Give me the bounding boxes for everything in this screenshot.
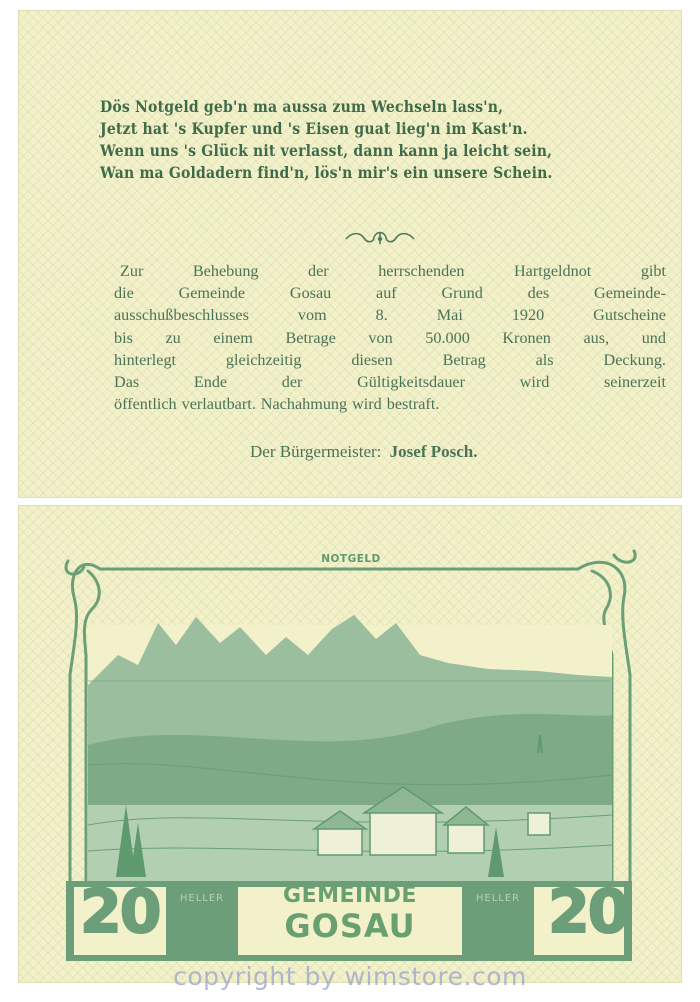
copyright-watermark: copyright by wimstore.com — [173, 962, 527, 991]
paragraph-word: Gemeinde- — [594, 284, 666, 303]
paragraph-word: Gutscheine — [593, 306, 666, 325]
paragraph-word: vom — [297, 306, 327, 325]
paragraph-word: aus, — [583, 328, 610, 347]
paragraph-word: Zur — [120, 262, 144, 280]
heller-label-right: HELLER — [475, 893, 521, 904]
paragraph-word: zu — [165, 328, 181, 347]
mayor-signature — [250, 442, 477, 462]
verse-line-4: Wan ma Goldadern find'n, lös'n mir's ein unsere Schein. — [100, 163, 553, 182]
signature-title: Der Bürgermeister: — [250, 442, 382, 461]
paragraph-word: Ende — [193, 373, 228, 392]
paragraph-word: bestraft. — [386, 395, 440, 414]
issuance-paragraph — [114, 260, 666, 415]
note-back-side — [18, 10, 682, 498]
paragraph-line-5 — [114, 349, 666, 371]
paragraph-word: Betrag — [442, 350, 486, 369]
paragraph-line-3 — [114, 304, 666, 326]
paragraph-word: von — [368, 328, 393, 347]
paragraph-word: Mai — [436, 306, 463, 325]
paragraph-word: Gültigkeitsdauer — [357, 373, 465, 392]
paragraph-word: bis — [114, 328, 133, 347]
paragraph-word: Gosau — [289, 284, 332, 303]
paragraph-word: auf — [376, 284, 397, 303]
paragraph-line-4 — [114, 327, 666, 349]
dialect-verse — [100, 96, 670, 184]
paragraph-word: des — [527, 284, 550, 303]
verse-line-1: Dös Notgeld geb'n ma aussa zum Wechseln lass'n, — [100, 97, 504, 116]
denomination-right: 20 — [548, 877, 628, 947]
paragraph-word: wird — [519, 373, 550, 392]
paragraph-word: und — [641, 328, 666, 347]
paragraph-word: Gemeinde — [178, 284, 246, 303]
issuer-gosau: GOSAU — [284, 907, 416, 945]
paragraph-word: herrschenden — [378, 262, 465, 280]
paragraph-word: wird — [352, 395, 382, 414]
paragraph-word: Kronen — [502, 328, 551, 347]
paragraph-word: 1920 — [511, 306, 545, 325]
paragraph-word: hinterlegt — [114, 350, 177, 369]
flourish-ornament-icon — [344, 228, 416, 248]
paragraph-word: verlautbart. — [181, 395, 256, 414]
paragraph-word: gleichzeitig — [225, 350, 302, 369]
paragraph-word: öffentlich — [114, 395, 177, 414]
paragraph-word: der — [308, 262, 329, 280]
paragraph-line-1 — [114, 260, 666, 282]
paragraph-word: die — [114, 284, 134, 303]
paragraph-word: diesen — [351, 350, 393, 369]
paragraph-word: Deckung. — [603, 350, 666, 369]
paragraph-word: Hartgeldnot — [513, 262, 592, 280]
paragraph-word: Behebung — [192, 262, 259, 280]
signature-name: Josef Posch. — [389, 442, 478, 461]
paragraph-line-7 — [114, 393, 666, 415]
paragraph-word: als — [535, 350, 554, 369]
paragraph-word: 50.000 — [425, 328, 470, 347]
paragraph-line-2 — [114, 282, 666, 304]
paragraph-word: seinerzeit — [603, 373, 666, 392]
paragraph-word: gibt — [640, 262, 666, 280]
verse-line-3: Wenn uns 's Glück nit verlasst, dann kann ja leicht sein, — [100, 141, 553, 160]
issuer-gemeinde: GEMEINDE — [283, 883, 417, 908]
paragraph-word: einem — [213, 328, 253, 347]
denomination-left: 20 — [80, 877, 160, 947]
note-front-side — [18, 505, 682, 983]
paragraph-word: ausschußbeschlusses — [114, 306, 249, 325]
illustration-panel — [88, 615, 612, 885]
paragraph-word: Betrage — [285, 328, 336, 347]
paragraph-word: Das — [114, 373, 140, 392]
paragraph-word: Grund — [441, 284, 483, 303]
paragraph-line-6 — [114, 371, 666, 393]
heller-label-left: HELLER — [179, 893, 225, 904]
paragraph-word: Nachahmung — [260, 395, 348, 414]
paragraph-word: 8. — [375, 306, 388, 325]
paragraph-word: der — [281, 373, 303, 392]
notgeld-label: NOTGELD — [321, 553, 381, 565]
verse-line-2: Jetzt hat 's Kupfer und 's Eisen guat lieg'n im Kast'n. — [100, 119, 528, 138]
